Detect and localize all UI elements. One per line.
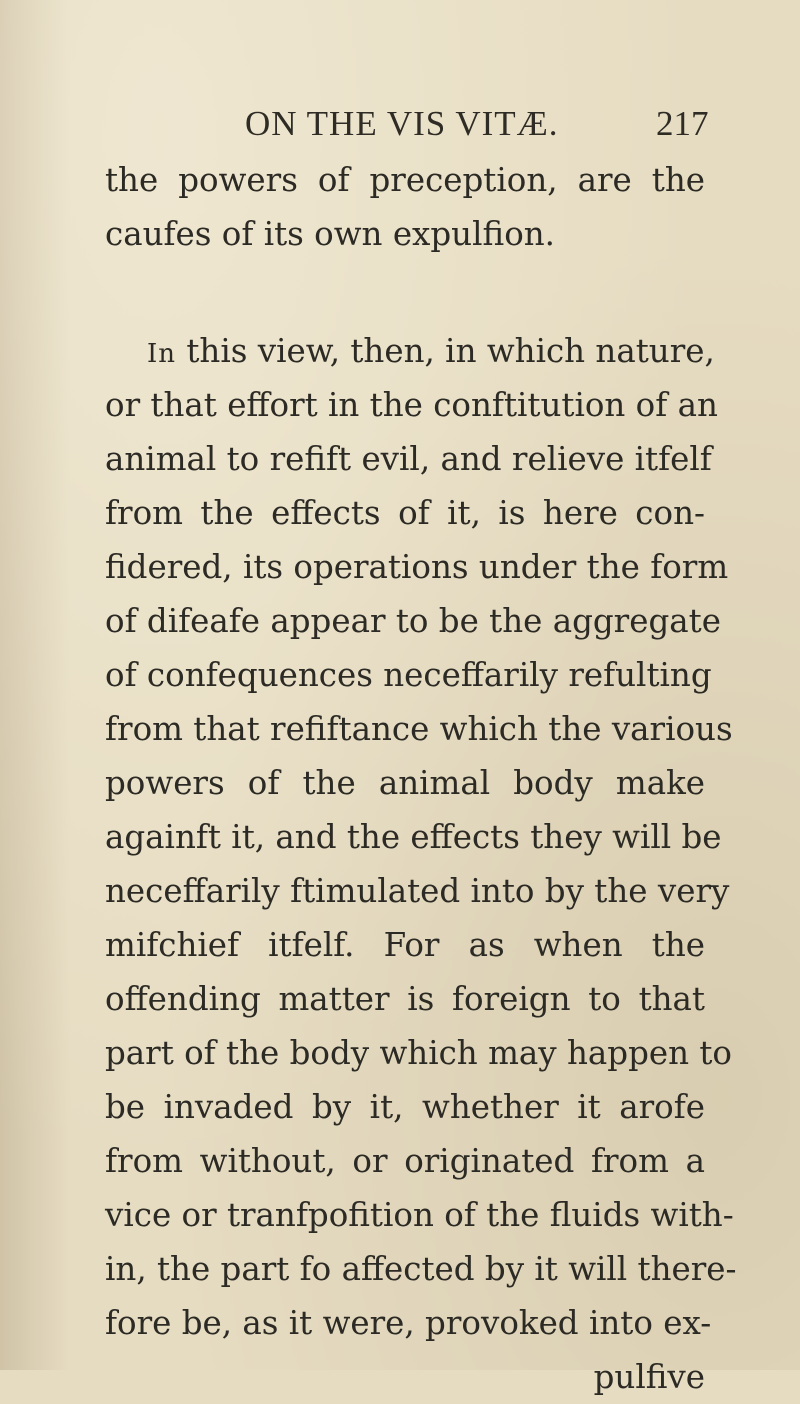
text-line: fidered, its operations under the form — [105, 548, 729, 586]
text-line: againft it, and the effects they will be — [105, 818, 722, 856]
text-line: offending matter is foreign to that — [105, 980, 705, 1018]
running-head — [0, 100, 800, 150]
text-line: vice or tranfpofition of the fluids with- — [105, 1196, 734, 1234]
text-line-rest: this view, then, in which nature, — [176, 332, 715, 370]
text-line: powers of the animal body make — [105, 764, 705, 802]
text-line: of confequences neceffarily refulting — [105, 656, 712, 694]
text-line: neceffarily ftimulated into by the very — [105, 872, 730, 910]
running-head-title: ON THE VIS VITÆ. — [245, 104, 559, 143]
text-line: fore be, as it were, provoked into ex- — [105, 1304, 712, 1342]
text-line: be invaded by it, whether it arofe — [105, 1088, 705, 1126]
text-line: part of the body which may happen to — [105, 1034, 732, 1072]
paragraph-first-line — [105, 324, 715, 378]
text-line: animal to refift evil, and relieve itfelf — [105, 440, 712, 478]
text-line: mifchief itfelf. For as when the — [105, 926, 705, 964]
text-line: from without, or originated from a — [105, 1142, 705, 1180]
text-line: from that refiftance which the various — [105, 710, 733, 748]
catchword: pulfive — [593, 1358, 705, 1396]
text-line: from the effects of it, is here con- — [105, 494, 705, 532]
small-caps-initial: In — [147, 339, 177, 369]
page-number: 217 — [656, 104, 709, 143]
text-line: or that effort in the conftitution of an — [105, 386, 718, 424]
paragraph-break — [105, 261, 705, 324]
text-line: the powers of preception, are the — [105, 161, 705, 199]
body-text — [105, 153, 737, 1404]
text-line: in, the part fo affected by it will there- — [105, 1250, 737, 1288]
text-line: caufes of its own expulfion. — [105, 215, 556, 253]
text-line: of difeafe appear to be the aggregate — [105, 602, 721, 640]
